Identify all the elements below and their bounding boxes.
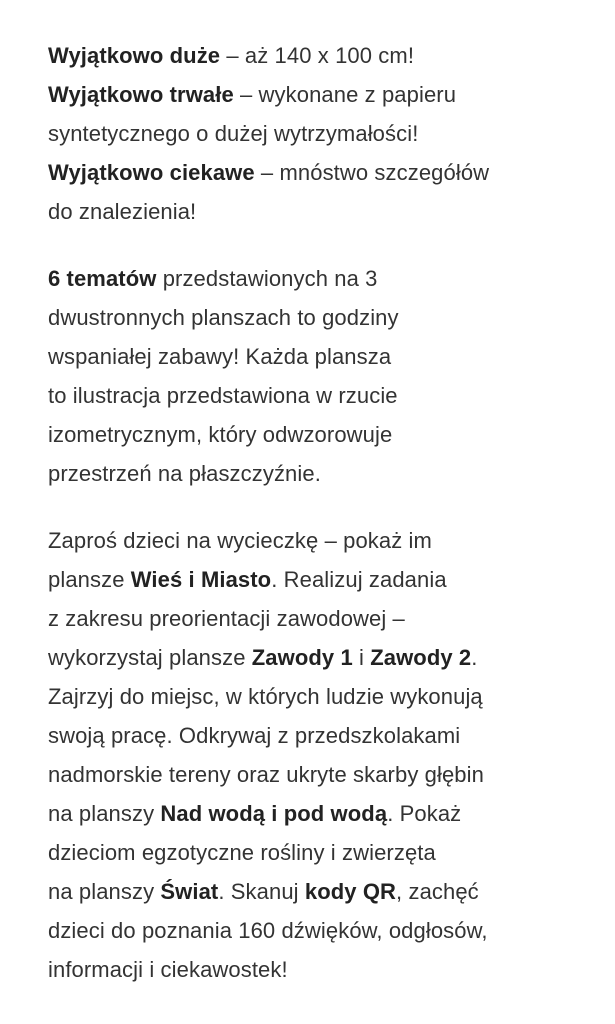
text-line bbox=[48, 36, 588, 75]
bold-text: Nad wodą i pod wodą bbox=[160, 801, 388, 826]
text-segment: . bbox=[471, 645, 478, 670]
text-line bbox=[48, 950, 588, 989]
text-line bbox=[48, 153, 588, 192]
text-segment: to ilustracja przedstawiona w rzucie bbox=[48, 383, 398, 408]
text-line bbox=[48, 638, 588, 677]
text-line bbox=[48, 298, 588, 337]
text-line bbox=[48, 376, 588, 415]
text-line bbox=[48, 259, 588, 298]
text-segment: informacji i ciekawostek! bbox=[48, 957, 288, 982]
bold-text: Świat bbox=[160, 879, 219, 904]
text-line bbox=[48, 415, 588, 454]
text-line bbox=[48, 521, 588, 560]
text-line bbox=[48, 75, 588, 114]
description-paragraph bbox=[48, 36, 588, 231]
text-segment: dzieciom egzotyczne rośliny i zwierzęta bbox=[48, 840, 436, 865]
text-segment: . Pokaż bbox=[387, 801, 462, 826]
text-line bbox=[48, 833, 588, 872]
text-line bbox=[48, 872, 588, 911]
text-line bbox=[48, 794, 588, 833]
text-segment: – mnóstwo szczegółów bbox=[254, 160, 490, 185]
text-line bbox=[48, 716, 588, 755]
description-paragraph bbox=[48, 259, 588, 493]
text-segment: wykorzystaj plansze bbox=[48, 645, 252, 670]
text-segment: przestrzeń na płaszczyźnie. bbox=[48, 461, 321, 486]
text-line bbox=[48, 454, 588, 493]
text-segment: na planszy bbox=[48, 801, 161, 826]
text-segment: dzieci do poznania 160 dźwięków, odgłosów, bbox=[48, 918, 488, 943]
text-segment: – wykonane z papieru bbox=[233, 82, 457, 107]
text-line bbox=[48, 114, 588, 153]
text-segment: i bbox=[352, 645, 371, 670]
text-segment: plansze bbox=[48, 567, 131, 592]
bold-text: kody QR bbox=[304, 879, 397, 904]
text-segment: dwustronnych planszach to godziny bbox=[48, 305, 399, 330]
text-segment: przedstawionych na 3 bbox=[156, 266, 378, 291]
text-segment: do znalezienia! bbox=[48, 199, 197, 224]
text-line bbox=[48, 755, 588, 794]
text-line bbox=[48, 599, 588, 638]
bold-text: Wyjątkowo duże bbox=[48, 43, 221, 68]
text-segment: izometrycznym, który odwzorowuje bbox=[48, 422, 393, 447]
text-segment: . Skanuj bbox=[218, 879, 305, 904]
description-paragraph bbox=[48, 521, 588, 989]
product-description bbox=[48, 36, 588, 1017]
text-segment: syntetycznego o dużej wytrzymałości! bbox=[48, 121, 419, 146]
text-segment: Zajrzyj do miejsc, w których ludzie wykonują bbox=[48, 684, 483, 709]
text-line bbox=[48, 337, 588, 376]
text-line bbox=[48, 677, 588, 716]
text-line bbox=[48, 192, 588, 231]
text-line bbox=[48, 911, 588, 950]
text-segment: . Realizuj zadania bbox=[271, 567, 447, 592]
text-segment: wspaniałej zabawy! Każda plansza bbox=[48, 344, 392, 369]
text-segment: swoją pracę. Odkrywaj z przedszkolakami bbox=[48, 723, 461, 748]
bold-text: Zawody 2 bbox=[370, 645, 472, 670]
text-segment: na planszy bbox=[48, 879, 161, 904]
bold-text: Zawody 1 bbox=[251, 645, 353, 670]
text-segment: z zakresu preorientacji zawodowej – bbox=[48, 606, 405, 631]
text-segment: Zaproś dzieci na wycieczkę – pokaż im bbox=[48, 528, 432, 553]
bold-text: 6 tematów bbox=[48, 266, 157, 291]
text-segment: – aż 140 x 100 cm! bbox=[220, 43, 415, 68]
text-line bbox=[48, 560, 588, 599]
text-segment: nadmorskie tereny oraz ukryte skarby głębin bbox=[48, 762, 484, 787]
bold-text: Wyjątkowo ciekawe bbox=[48, 160, 255, 185]
text-segment: , zachęć bbox=[396, 879, 479, 904]
bold-text: Wyjątkowo trwałe bbox=[48, 82, 234, 107]
bold-text: Wieś i Miasto bbox=[130, 567, 272, 592]
